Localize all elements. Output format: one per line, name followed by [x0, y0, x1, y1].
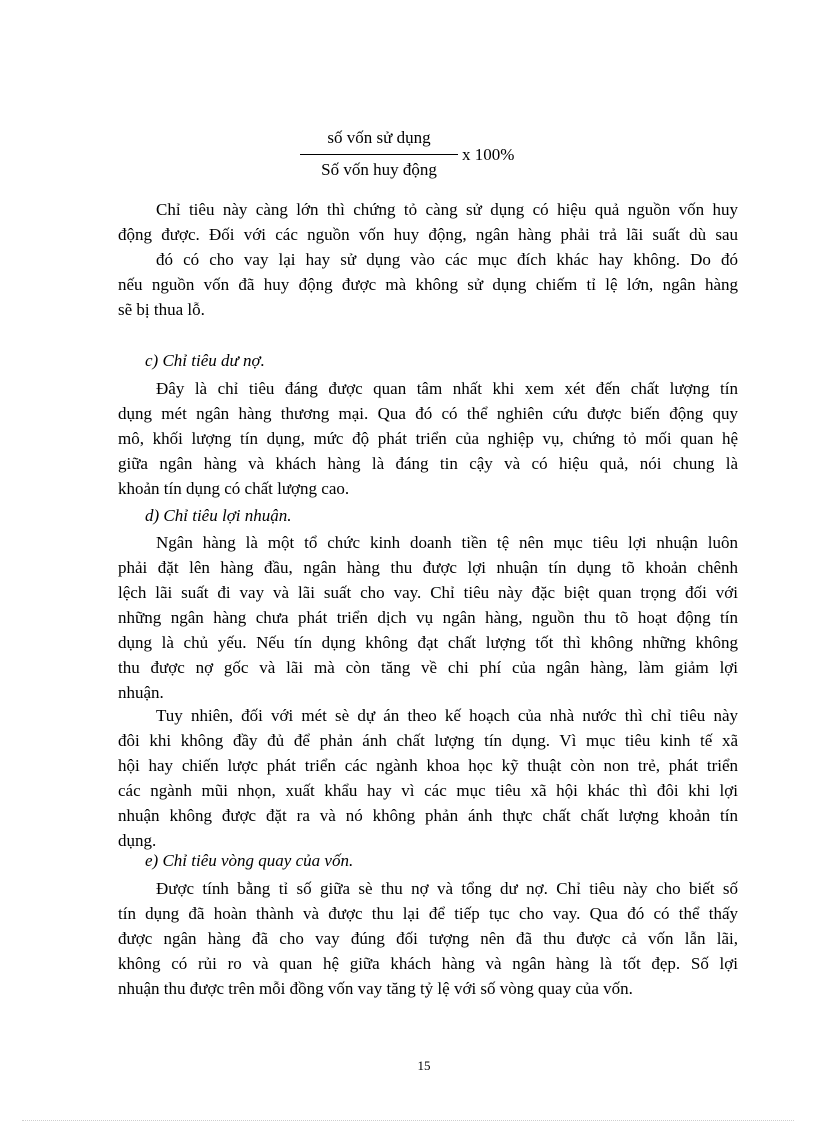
text-line: hội hay chiến lược phát triển các ngành khoa học kỹ thuật còn non trẻ, phát triển — [118, 756, 738, 775]
paragraph-capital-usage — [118, 197, 738, 322]
page-bottom-rule — [22, 1120, 794, 1121]
text-line: nếu nguồn vốn đã huy động được mà không sử dụng chiếm tỉ lệ lớn, ngân hàng — [118, 275, 738, 294]
text-line: sẽ bị thua lỗ. — [118, 300, 205, 319]
text-line: động được. Đối với các nguồn vốn huy động, ngân hàng phải trả lãi suất dù sau — [118, 225, 738, 244]
fraction-denominator: Số vốn huy động — [321, 160, 437, 179]
text-line: dụng là chủ yếu. Nếu tín dụng không đạt chất lượng tốt thì không những không — [118, 633, 738, 652]
fraction — [300, 128, 458, 181]
text-line: Chỉ tiêu này càng lớn thì chứng tỏ càng sử dụng có hiệu quả nguồn vốn huy — [156, 200, 738, 219]
text-line: không có rủi ro và quan hệ giữa khách hàng và ngân hàng là tốt đẹp. Số lợi — [118, 954, 738, 973]
paragraph-outstanding-loans — [118, 376, 738, 501]
text-line: mô, khối lượng tín dụng, mức độ phát triển của nghiệp vụ, chứng tỏ mối quan hệ — [118, 429, 738, 448]
text-line: nhuận thu được trên mỗi đồng vốn vay tăng tỷ lệ với số vòng quay của vốn. — [118, 979, 633, 998]
text-line: tín dụng đã hoàn thành và được thu lại để tiếp tục cho vay. Qua đó có thể thấy — [118, 904, 738, 923]
paragraph-profit — [118, 530, 738, 705]
text-line: giữa ngân hàng và khách hàng là đáng tin cậy và có hiệu quả, nói chung là — [118, 454, 738, 473]
text-line: nhuận không được đặt ra và nó không phản ánh thực chất chất lượng khoản tín — [118, 806, 738, 825]
text-line: đó có cho vay lại hay sử dụng vào các mục đích khác hay không. Do đó — [156, 250, 738, 269]
text-line: Tuy nhiên, đối với mét sè dự án theo kế hoạch của nhà nước thì chỉ tiêu này — [156, 706, 738, 725]
text-line: nhuận. — [118, 683, 164, 702]
text-line: Được tính bằng tỉ số giữa sè thu nợ và tổng dư nợ. Chỉ tiêu này cho biết số — [156, 879, 738, 898]
page-number: 15 — [417, 1058, 431, 1073]
text-line: lệch lãi suất đi vay và lãi suất cho vay. Chỉ tiêu này đặc biệt quan trọng đối với — [118, 583, 738, 602]
text-line: Đây là chỉ tiêu đáng được quan tâm nhất khi xem xét đến chất lượng tín — [156, 379, 738, 398]
paragraph-profit-exceptions — [118, 703, 738, 853]
text-line: phải đặt lên hàng đầu, ngân hàng thu được lợi nhuận tín dụng tõ khoản chênh — [118, 558, 738, 577]
text-line: khoản tín dụng có chất lượng cao. — [118, 479, 350, 498]
section-heading-d: d) Chỉ tiêu lợi nhuận. — [145, 506, 292, 525]
text-line: Ngân hàng là một tổ chức kinh doanh tiền tệ nên mục tiêu lợi nhuận luôn — [156, 533, 738, 552]
section-heading-c: c) Chỉ tiêu dư nợ. — [145, 351, 265, 370]
text-line: những ngân hàng chưa phát triển dịch vụ ngân hàng, nguồn thu tõ hoạt động tín — [118, 608, 738, 627]
text-line: đôi khi không đầy đủ để phản ánh chất lượng tín dụng. Vì mục tiêu kinh tế xã — [118, 731, 738, 750]
text-line: dụng mét ngân hàng thương mại. Qua đó có thể nghiên cứu được biến động quy — [118, 404, 738, 423]
text-line: được ngân hàng đã cho vay đúng đối tượng nên đã thu được cả vốn lẫn lãi, — [118, 929, 738, 948]
fraction-numerator: số vốn sử dụng — [300, 128, 458, 155]
fraction-multiplier: x 100% — [462, 144, 515, 164]
paragraph-capital-turnover — [118, 876, 738, 1001]
text-line: thu được nợ gốc và lãi mà còn tăng về chi phí của ngân hàng, làm giảm lợi — [118, 658, 738, 677]
section-heading-e: e) Chỉ tiêu vòng quay của vốn. — [145, 851, 354, 870]
capital-usage-formula — [300, 128, 540, 181]
text-line: các ngành mũi nhọn, xuất khẩu hay vì các mục tiêu xã hội khác thì đôi khi lợi — [118, 781, 738, 800]
text-line: dụng. — [118, 831, 157, 850]
